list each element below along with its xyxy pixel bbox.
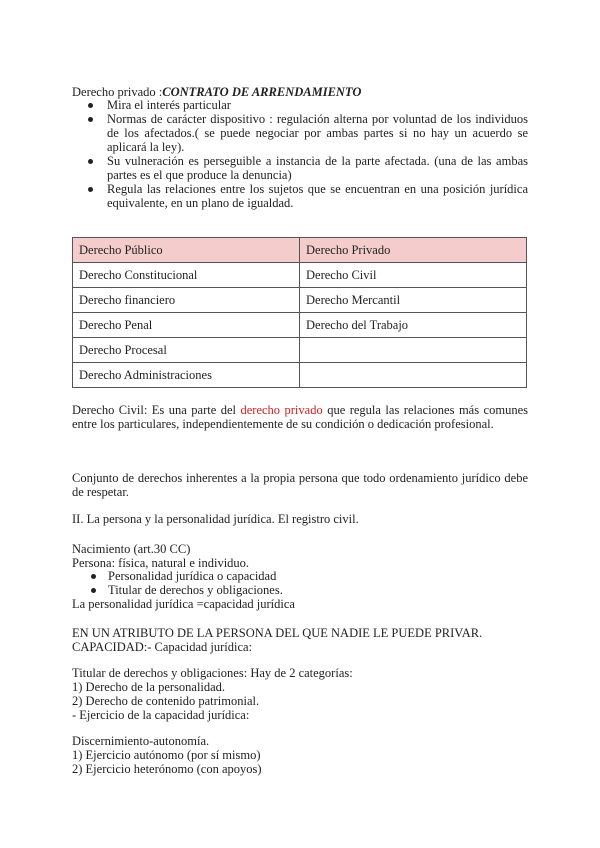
table-cell: Derecho Mercantil [300,288,527,313]
private-law-bullets [72,98,528,210]
nacimiento-line: Nacimiento (art.30 CC) [72,542,191,556]
table-row [73,263,527,288]
list-item: - Ejercicio de la capacidad jurídica: [72,708,250,722]
list-item: Normas de carácter dispositivo : regulación alterna por voluntad de los individuos de los afectados.( se puede negociar por ambas partes si no hay un acuerdo se aplicará la ley). [72,112,528,154]
section-title: II. La persona y la personalidad jurídica. El registro civil. [72,512,359,526]
personalidad-line: La personalidad jurídica =capacidad jurídica [72,597,295,611]
table-header-row [73,238,527,263]
table-cell [300,363,527,388]
table-row [73,338,527,363]
table-cell: Derecho financiero [73,288,300,313]
table-cell [300,338,527,363]
discernimiento-line: Discernimiento-autonomía. [72,734,210,748]
heading-prefix: Derecho privado : [72,85,163,99]
list-item: Mira el interés particular [72,98,528,112]
table-row [73,313,527,338]
bullet-icon [91,574,96,579]
atributo-line: EN UN ATRIBUTO DE LA PERSONA DEL QUE NADIE LE PUEDE PRIVAR. [72,626,483,640]
capacidad-line: CAPACIDAD:- Capacidad jurídica: [72,640,253,654]
list-item: Personalidad jurídica o capacidad [72,569,283,583]
table-cell: Derecho Constitucional [73,263,300,288]
list-item: Titular de derechos y obligaciones. [72,583,283,597]
table-cell: Derecho Penal [73,313,300,338]
heading-title: CONTRATO DE ARRENDAMIENTO [162,85,362,99]
list-item: 2) Ejercicio heterónomo (con apoyos) [72,762,262,776]
list-item: 2) Derecho de contenido patrimonial. [72,694,260,708]
list-item: 1) Ejercicio autónomo (por sí mismo) [72,748,261,762]
table-row [73,363,527,388]
table-cell: Derecho Procesal [73,338,300,363]
bullet-icon [88,117,93,122]
table-cell: Derecho Administraciones [73,363,300,388]
table-cell: Derecho del Trabajo [300,313,527,338]
list-item: Regula las relaciones entre los sujetos que se encuentran en una posición jurídica equivalente, en un plano de igualdad. [72,182,528,210]
conjunto-paragraph: Conjunto de derechos inherentes a la propia persona que todo ordenamiento jurídico debe de respetar. [72,471,528,499]
bullet-icon [88,159,93,164]
titular-line: Titular de derechos y obligaciones: Hay de 2 categorías: [72,666,353,680]
bullet-icon [88,187,93,192]
bullet-icon [91,588,96,593]
private-law-link[interactable]: derecho privado [240,403,323,417]
list-item: 1) Derecho de la personalidad. [72,680,226,694]
table-row [73,288,527,313]
header-public: Derecho Público [73,238,300,263]
list-item: Su vulneración es perseguible a instancia de la parte afectada. (una de las ambas partes es el que produce la denuncia) [72,154,528,182]
table-cell: Derecho Civil [300,263,527,288]
civil-law-paragraph: Derecho Civil: Es una parte del derecho privado que regula las relaciones más comunes entre los particulares, independientemente de su condición o dedicación profesional. [72,403,528,431]
header-private: Derecho Privado [300,238,527,263]
bullet-icon [88,103,93,108]
persona-bullets [72,569,283,597]
heading [72,85,361,99]
law-branches-table [72,237,527,388]
persona-line: Persona: física, natural e individuo. [72,556,250,570]
